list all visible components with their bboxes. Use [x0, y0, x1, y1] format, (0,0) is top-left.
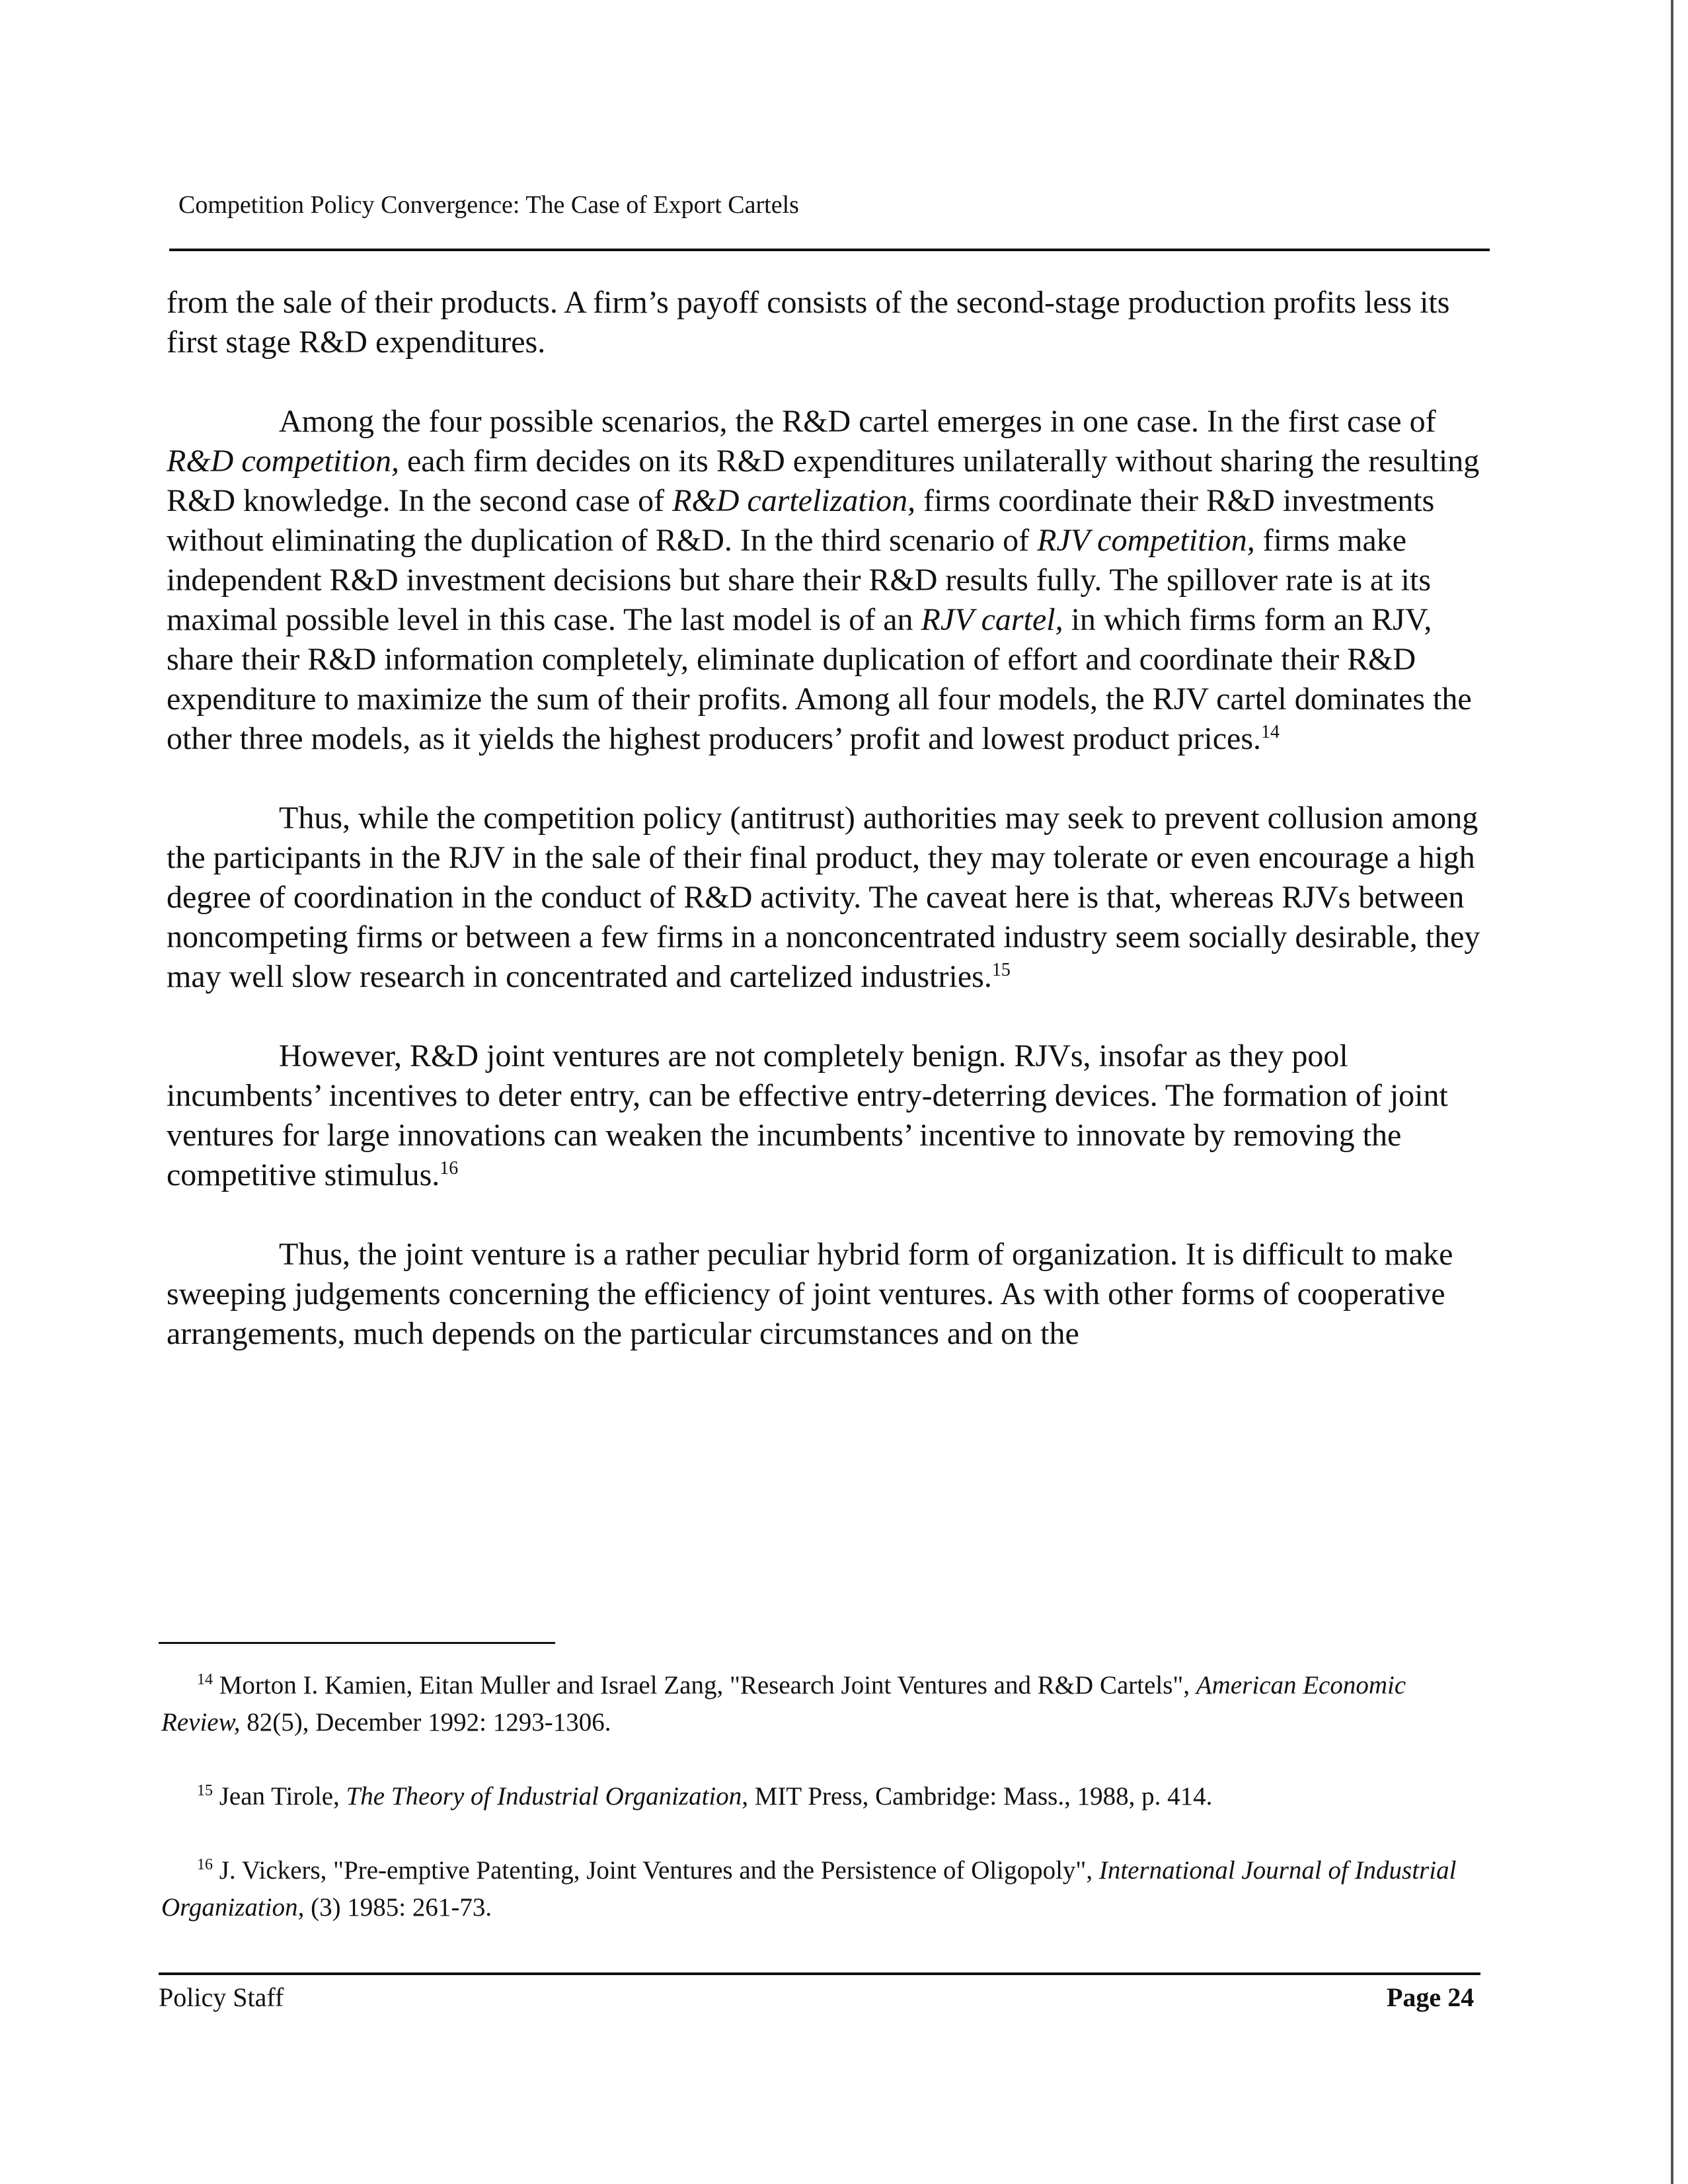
paragraph-text: Thus, the joint venture is a rather peculiar hybrid form of organization. It is difficult to make sweeping judgements concerning the efficiency of joint ventures. As with other forms of cooperative arrangements, much depends on the particular circumstances and on the — [167, 1237, 1453, 1351]
page-edge — [1671, 0, 1673, 2184]
paragraph-text: firms make independent R&D investment decisions but share their R&D results fully. The spillover rate is at its maximal possible level in this case. The last model is of an — [167, 523, 1431, 637]
paragraph-text: Among the four possible scenarios, the R&D cartel emerges in one case. In the first case of — [279, 404, 1436, 439]
footnote-rule — [159, 1642, 555, 1644]
footnote-italic: International Journal of Industrial Organization, — [161, 1856, 1457, 1922]
footnote-text: 82(5), December 1992: 1293-1306. — [240, 1708, 611, 1736]
footnote-ref[interactable]: 15 — [991, 960, 1011, 980]
paragraph-text: firms coordinate their R&D investments without eliminating the duplication of R&D. In the third scenario of — [167, 483, 1435, 558]
footnote-text: MIT Press, Cambridge: Mass., 1988, p. 414. — [748, 1782, 1213, 1811]
footnote-16 — [161, 1852, 1483, 1926]
footnote-ref[interactable]: 14 — [1261, 722, 1280, 742]
emphasis-text: R&D competition, — [167, 444, 399, 479]
footnote-number: 14 — [197, 1671, 213, 1688]
emphasis-text: RJV cartel, — [921, 602, 1063, 637]
footer-rule — [159, 1972, 1480, 1975]
paragraph-text: each firm decides on its R&D expenditures unilaterally without sharing the resulting R&D knowledge. In the second case of — [167, 444, 1480, 518]
footer-left: Policy Staff — [159, 1982, 284, 2012]
footnote-italic: American Economic Review, — [161, 1671, 1406, 1736]
page-number: Page 24 — [1387, 1982, 1475, 2012]
paragraph-benign — [167, 1036, 1483, 1195]
footnote-ref[interactable]: 16 — [440, 1158, 459, 1179]
paragraph-hybrid — [167, 1235, 1483, 1354]
footnote-14 — [161, 1667, 1483, 1741]
footnotes — [161, 1667, 1483, 1963]
paragraph-text: However, R&D joint ventures are not completely benign. RJVs, insofar as they pool incumbents’ incentives to deter entry, can be effective entry-deterring devices. The formation of joint ventures for large innovations can weaken the incumbents’ incentive to innovate by removing the competitive stimulus. — [167, 1038, 1448, 1192]
footnote-number: 16 — [197, 1856, 213, 1873]
footnote-text: Jean Tirole, — [213, 1782, 346, 1811]
paragraph-text: in which firms form an RJV, share their R&D information completely, eliminate duplication of effort and coordinate their R&D expenditure to maximize the sum of their profits. Among all four models, the RJV cartel dominates the other three models, as it yields the highest producers’ profit and lowest product prices. — [167, 602, 1472, 756]
footnote-15 — [161, 1778, 1483, 1815]
footnote-text: Morton I. Kamien, Eitan Muller and Israel Zang, "Research Joint Ventures and R&D Cartels", — [213, 1671, 1196, 1699]
paragraph-continued — [167, 283, 1483, 362]
footnote-text: J. Vickers, "Pre-emptive Patenting, Joint Ventures and the Persistence of Oligopoly", — [213, 1856, 1099, 1885]
paragraph-text: Thus, while the competition policy (antitrust) authorities may seek to prevent collusion among the participants in the RJV in the sale of their final product, they may tolerate or even encourage a high degree of coordination in the conduct of R&D activity. The caveat here is that, whereas RJVs between noncompeting firms or between a few firms in a nonconcentrated industry seem socially desirable, they may well slow research in concentrated and cartelized industries. — [167, 800, 1480, 994]
footnote-text: (3) 1985: 261-73. — [304, 1893, 492, 1922]
running-header: Competition Policy Convergence: The Case of Export Cartels — [178, 191, 799, 219]
footnote-number: 15 — [197, 1782, 213, 1799]
paragraph-text: from the sale of their products. A firm’s payoff consists of the second-stage production profits less its first stage R&D expenditures. — [167, 285, 1450, 360]
paragraph-antitrust — [167, 799, 1483, 997]
header-rule — [169, 249, 1490, 251]
footnote-italic: The Theory of Industrial Organization, — [346, 1782, 749, 1811]
body-text — [167, 283, 1483, 1354]
emphasis-text: RJV competition, — [1037, 523, 1255, 558]
paragraph-scenarios — [167, 402, 1483, 759]
emphasis-text: R&D cartelization, — [672, 483, 916, 518]
